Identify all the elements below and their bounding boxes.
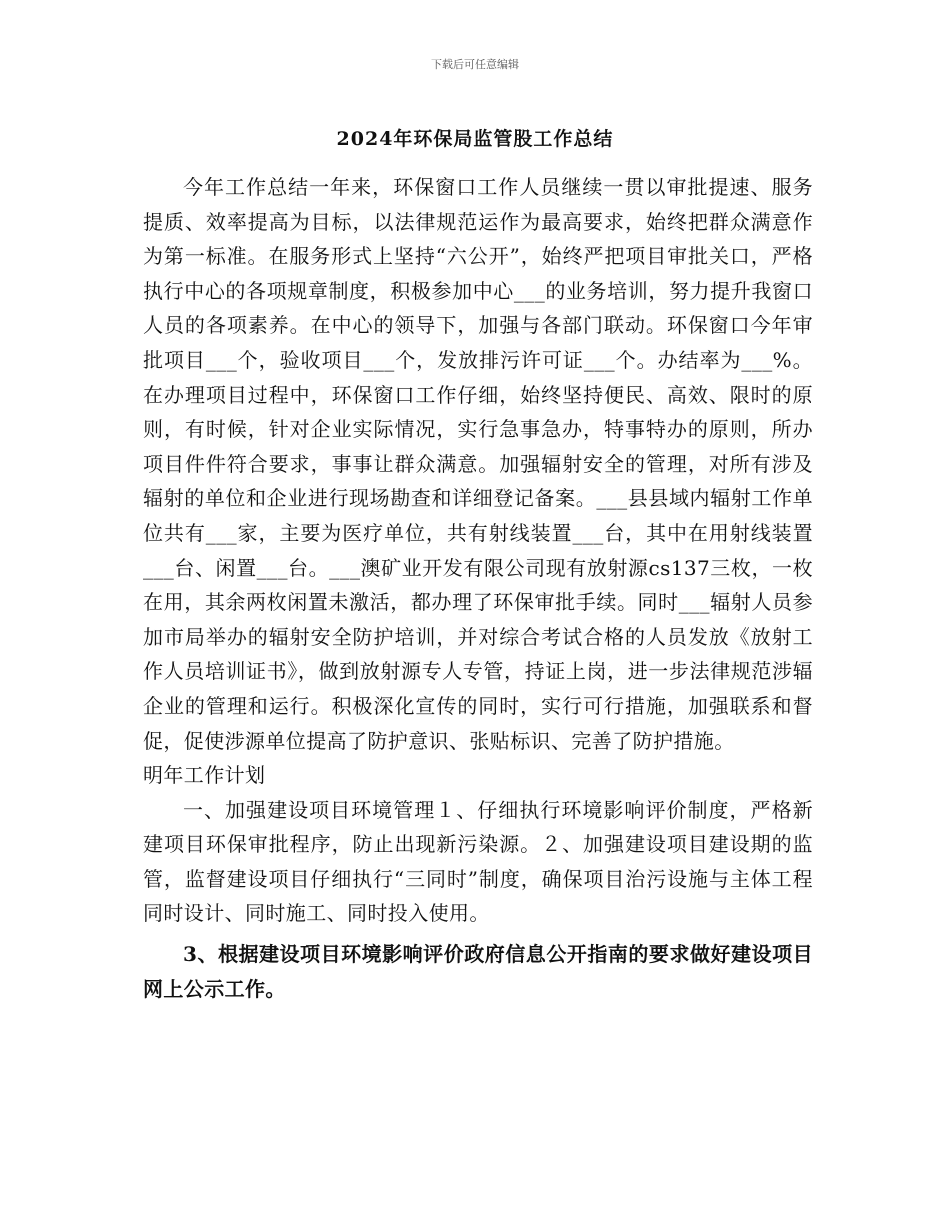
paragraph-summary: 今年工作总结一年来，环保窗口工作人员继续一贯以审批提速、服务提质、效率提高为目标，以法律规范运作为最高要求，始终把群众满意作为第一标准。在服务形式上坚持“六公开”，始终严把项目审批关口，严格执行中心的各项规章制度，积极参加中心___的业务培训，努力提升我窗口人员的各项素养。在中心的领导下，加强与各部门联动。环保窗口今年审批项目___个，验收项目___个，发放排污许可证___个。办结率为___%。在办理项目过程中，环保窗口工作仔细，始终坚持便民、高效、限时的原则，有时候，针对企业实际情况，实行急事急办，特事特办的原则，所办项目件件符合要求，事事让群众满意。加强辐射安全的管理，对所有涉及辐射的单位和企业进行现场勘查和详细登记备案。___县县域内辐射工作单位共有___家，主要为医疗单位，共有射线装置___台，其中在用射线装置___台、闲置___台。___澳矿业开发有限公司现有放射源cs137三枚，一枚在用，其余两枚闲置未激活，都办理了环保审批手续。同时___辐射人员参加市局举办的辐射安全防护培训，并对综合考试合格的人员发放《放射工作人员培训证书》，做到放射源专人专管，持证上岗，进一步法律规范涉辐企业的管理和运行。积极深化宣传的同时，实行可行措施，加强联系和督促，促使涉源单位提高了防护意识、张贴标识、完善了防护措施。 bbox=[143, 175, 813, 753]
paragraph-plan-heading: 明年工作计划 bbox=[143, 763, 266, 788]
paragraph-plan-item-3: 3、根据建设项目环境影响评价政府信息公开指南的要求做好建设项目网上公示工作。 bbox=[143, 942, 813, 1001]
document-body bbox=[143, 170, 813, 1006]
header-note: 下载后可任意编辑 bbox=[431, 58, 519, 71]
paragraph-plan-item-1: 一、加强建设项目环境管理１、仔细执行环境影响评价制度，严格新建项目环保审批程序，防止出现新污染源。２、加强建设项目建设期的监管，监督建设项目仔细执行“三同时”制度，确保项目治污设施与主体工程同时设计、同时施工、同时投入使用。 bbox=[143, 797, 813, 926]
document-title: 2024年环保局监管股工作总结 bbox=[336, 128, 614, 150]
